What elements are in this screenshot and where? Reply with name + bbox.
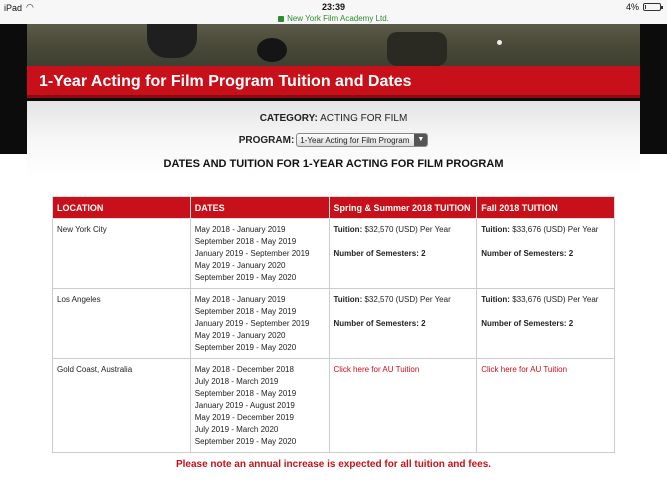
location-cell: Los Angeles (53, 289, 191, 359)
tuition-note: Please note an annual increase is expected for all tuition and fees. (175, 459, 492, 470)
category-row (27, 113, 640, 124)
status-time: 23:39 (321, 2, 346, 12)
battery-fill (645, 5, 646, 9)
tuition-value: $33,676 (USD) Per Year (512, 295, 599, 304)
date-range: May 2018 - December 2018 (194, 365, 294, 374)
battery-percent: 4% (625, 2, 639, 12)
date-range: January 2019 - September 2019 (194, 249, 310, 258)
tuition-table (52, 196, 615, 453)
tuition-label: Tuition: (481, 225, 510, 234)
header-fall-tuition: Fall 2018 TUITION (477, 197, 615, 219)
spring-tuition-cell (329, 289, 477, 359)
date-range: September 2018 - May 2019 (194, 307, 297, 316)
page-title: 1-Year Acting for Film Program Tuition and Dates (39, 73, 412, 90)
date-range: May 2018 - January 2019 (194, 295, 286, 304)
date-range: May 2019 - January 2020 (194, 261, 286, 270)
date-range: January 2019 - September 2019 (194, 319, 310, 328)
battery-icon (643, 3, 661, 11)
table-row (53, 289, 615, 359)
category-value: ACTING FOR FILM (320, 113, 408, 124)
au-tuition-link[interactable]: Click here for AU Tuition (481, 365, 568, 374)
location-cell: New York City (53, 219, 191, 289)
dates-cell (190, 219, 329, 289)
fall-tuition-cell (477, 289, 615, 359)
tuition-label: Tuition: (333, 295, 363, 304)
spring-tuition-cell (329, 359, 477, 453)
date-range: September 2019 - May 2020 (194, 273, 297, 282)
dates-cell (190, 289, 329, 359)
date-range: May 2019 - December 2019 (194, 413, 294, 422)
category-label: CATEGORY: (259, 113, 318, 124)
fall-tuition-cell (477, 359, 615, 453)
spring-tuition-cell (329, 219, 477, 289)
header-location: LOCATION (53, 197, 191, 219)
title-bar (27, 66, 640, 98)
header-dates: DATES (190, 197, 329, 219)
date-range: January 2019 - August 2019 (194, 401, 295, 410)
tuition-label: Tuition: (481, 295, 510, 304)
program-select-value: 1-Year Acting for Film Program (300, 135, 410, 145)
page-hero (0, 24, 667, 154)
date-range: September 2019 - May 2020 (194, 437, 297, 446)
location-cell: Gold Coast, Australia (53, 359, 191, 453)
date-range: September 2018 - May 2019 (194, 237, 297, 246)
status-right (626, 2, 661, 12)
table-header-row (53, 197, 615, 219)
hero-photo (27, 24, 640, 66)
lock-icon (278, 16, 284, 22)
table-row (53, 359, 615, 453)
program-row (27, 133, 640, 147)
header-spring-tuition: Spring & Summer 2018 TUITION (329, 197, 477, 219)
tuition-value: $32,570 (USD) Per Year (364, 295, 451, 304)
chevron-down-icon: ▼ (414, 134, 427, 146)
date-range: July 2018 - March 2019 (194, 377, 279, 386)
program-label: PROGRAM: (238, 134, 295, 146)
dates-cell (190, 359, 329, 453)
tuition-value: $33,676 (USD) Per Year (512, 225, 599, 234)
section-heading: DATES AND TUITION FOR 1-YEAR ACTING FOR FILM PROGRAM (163, 158, 504, 170)
semesters-text: Number of Semesters: 2 (333, 249, 426, 258)
fall-tuition-cell (477, 219, 615, 289)
tuition-value: $32,570 (USD) Per Year (364, 225, 451, 234)
semesters-text: Number of Semesters: 2 (481, 249, 574, 258)
date-range: July 2019 - March 2020 (194, 425, 279, 434)
tuition-label: Tuition: (333, 225, 363, 234)
au-tuition-link[interactable]: Click here for AU Tuition (333, 365, 420, 374)
date-range: May 2019 - January 2020 (194, 331, 286, 340)
wifi-icon: ◠ (26, 2, 34, 12)
date-range: May 2018 - January 2019 (194, 225, 286, 234)
ios-status-bar (0, 0, 667, 14)
semesters-text: Number of Semesters: 2 (333, 319, 426, 328)
device-name: iPad (4, 2, 23, 13)
address-bar[interactable] (0, 14, 667, 24)
site-name: New York Film Academy Ltd. (287, 14, 389, 23)
date-range: September 2018 - May 2019 (194, 389, 297, 398)
table-row (53, 219, 615, 289)
program-select[interactable] (296, 133, 428, 147)
semesters-text: Number of Semesters: 2 (481, 319, 574, 328)
date-range: September 2019 - May 2020 (194, 343, 297, 352)
